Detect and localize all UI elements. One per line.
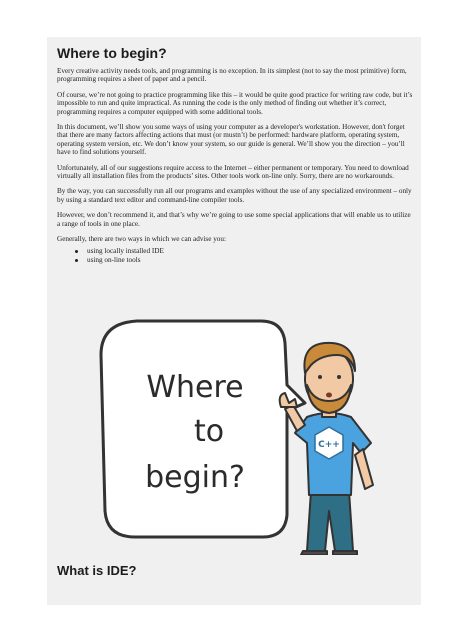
options-list xyxy=(57,247,413,265)
left-eye xyxy=(318,375,322,379)
paragraph-7: Generally, there are two ways in which we can advise you: xyxy=(57,235,226,244)
paragraph-2: Of course, we’re not going to practice programming like this – it would be quite good practice for writing raw code, but it’s impossible to run and quite impractical. As running the code is the only method of finding out whether it’s correct, programming requires a computer equipped with some additional tools. xyxy=(57,90,413,116)
list-item: using locally installed IDE xyxy=(57,247,413,255)
left-shoe xyxy=(301,551,327,555)
paragraph-4: Unfortunately, all of our suggestions require access to the Internet – either permanent or temporary. You need to download virtually all installation files from the products’ sites. Other tools work on-line only. Sorry, there are no workarounds. xyxy=(57,163,409,181)
bubble-text-to: to xyxy=(193,414,225,449)
lowered-arm xyxy=(355,449,373,489)
heading-where-to-begin: Where to begin? xyxy=(57,45,167,61)
bubble-text-begin: begin? xyxy=(145,460,245,495)
paragraph-5: By the way, you can successfully run all our programs and examples without the use of any specialized environment – only by using a standard text editor and command-line compiler tools. xyxy=(57,187,412,204)
body-text xyxy=(57,67,413,265)
programmer-character xyxy=(280,343,373,555)
bubble-text-where: Where xyxy=(146,370,244,405)
document-page xyxy=(47,37,421,605)
where-to-begin-illustration xyxy=(89,315,389,555)
right-shoe xyxy=(333,551,357,555)
cpp-logo-icon xyxy=(315,427,343,459)
mouth xyxy=(326,393,332,398)
svg-text:C++: C++ xyxy=(318,440,340,450)
heading-what-is-ide: What is IDE? xyxy=(57,563,137,578)
paragraph-6: However, we don’t recommend it, and that’s why we’re going to use some special applications that will enable us to utilize a range of tools in one place. xyxy=(57,211,411,228)
list-item: using on-line tools xyxy=(57,256,413,264)
right-eye xyxy=(337,375,341,379)
paragraph-3: In this document, we’ll show you some ways of using your computer as a developer's workstation. However, don't forget that there are many factors affecting actions that must (or mustn’t) be performed: hardware platform, operating system, operating system version, etc. We don’t know your system, so our guide is general. We’ll show you the direction – you’ll have to find solutions yourself. xyxy=(57,123,405,157)
paragraph-1: Every creative activity needs tools, and programming is no exception. In its simplest (not to say the most primitive) form, programming requires a sheet of paper and a pencil. xyxy=(57,67,407,84)
jeans xyxy=(307,491,353,551)
